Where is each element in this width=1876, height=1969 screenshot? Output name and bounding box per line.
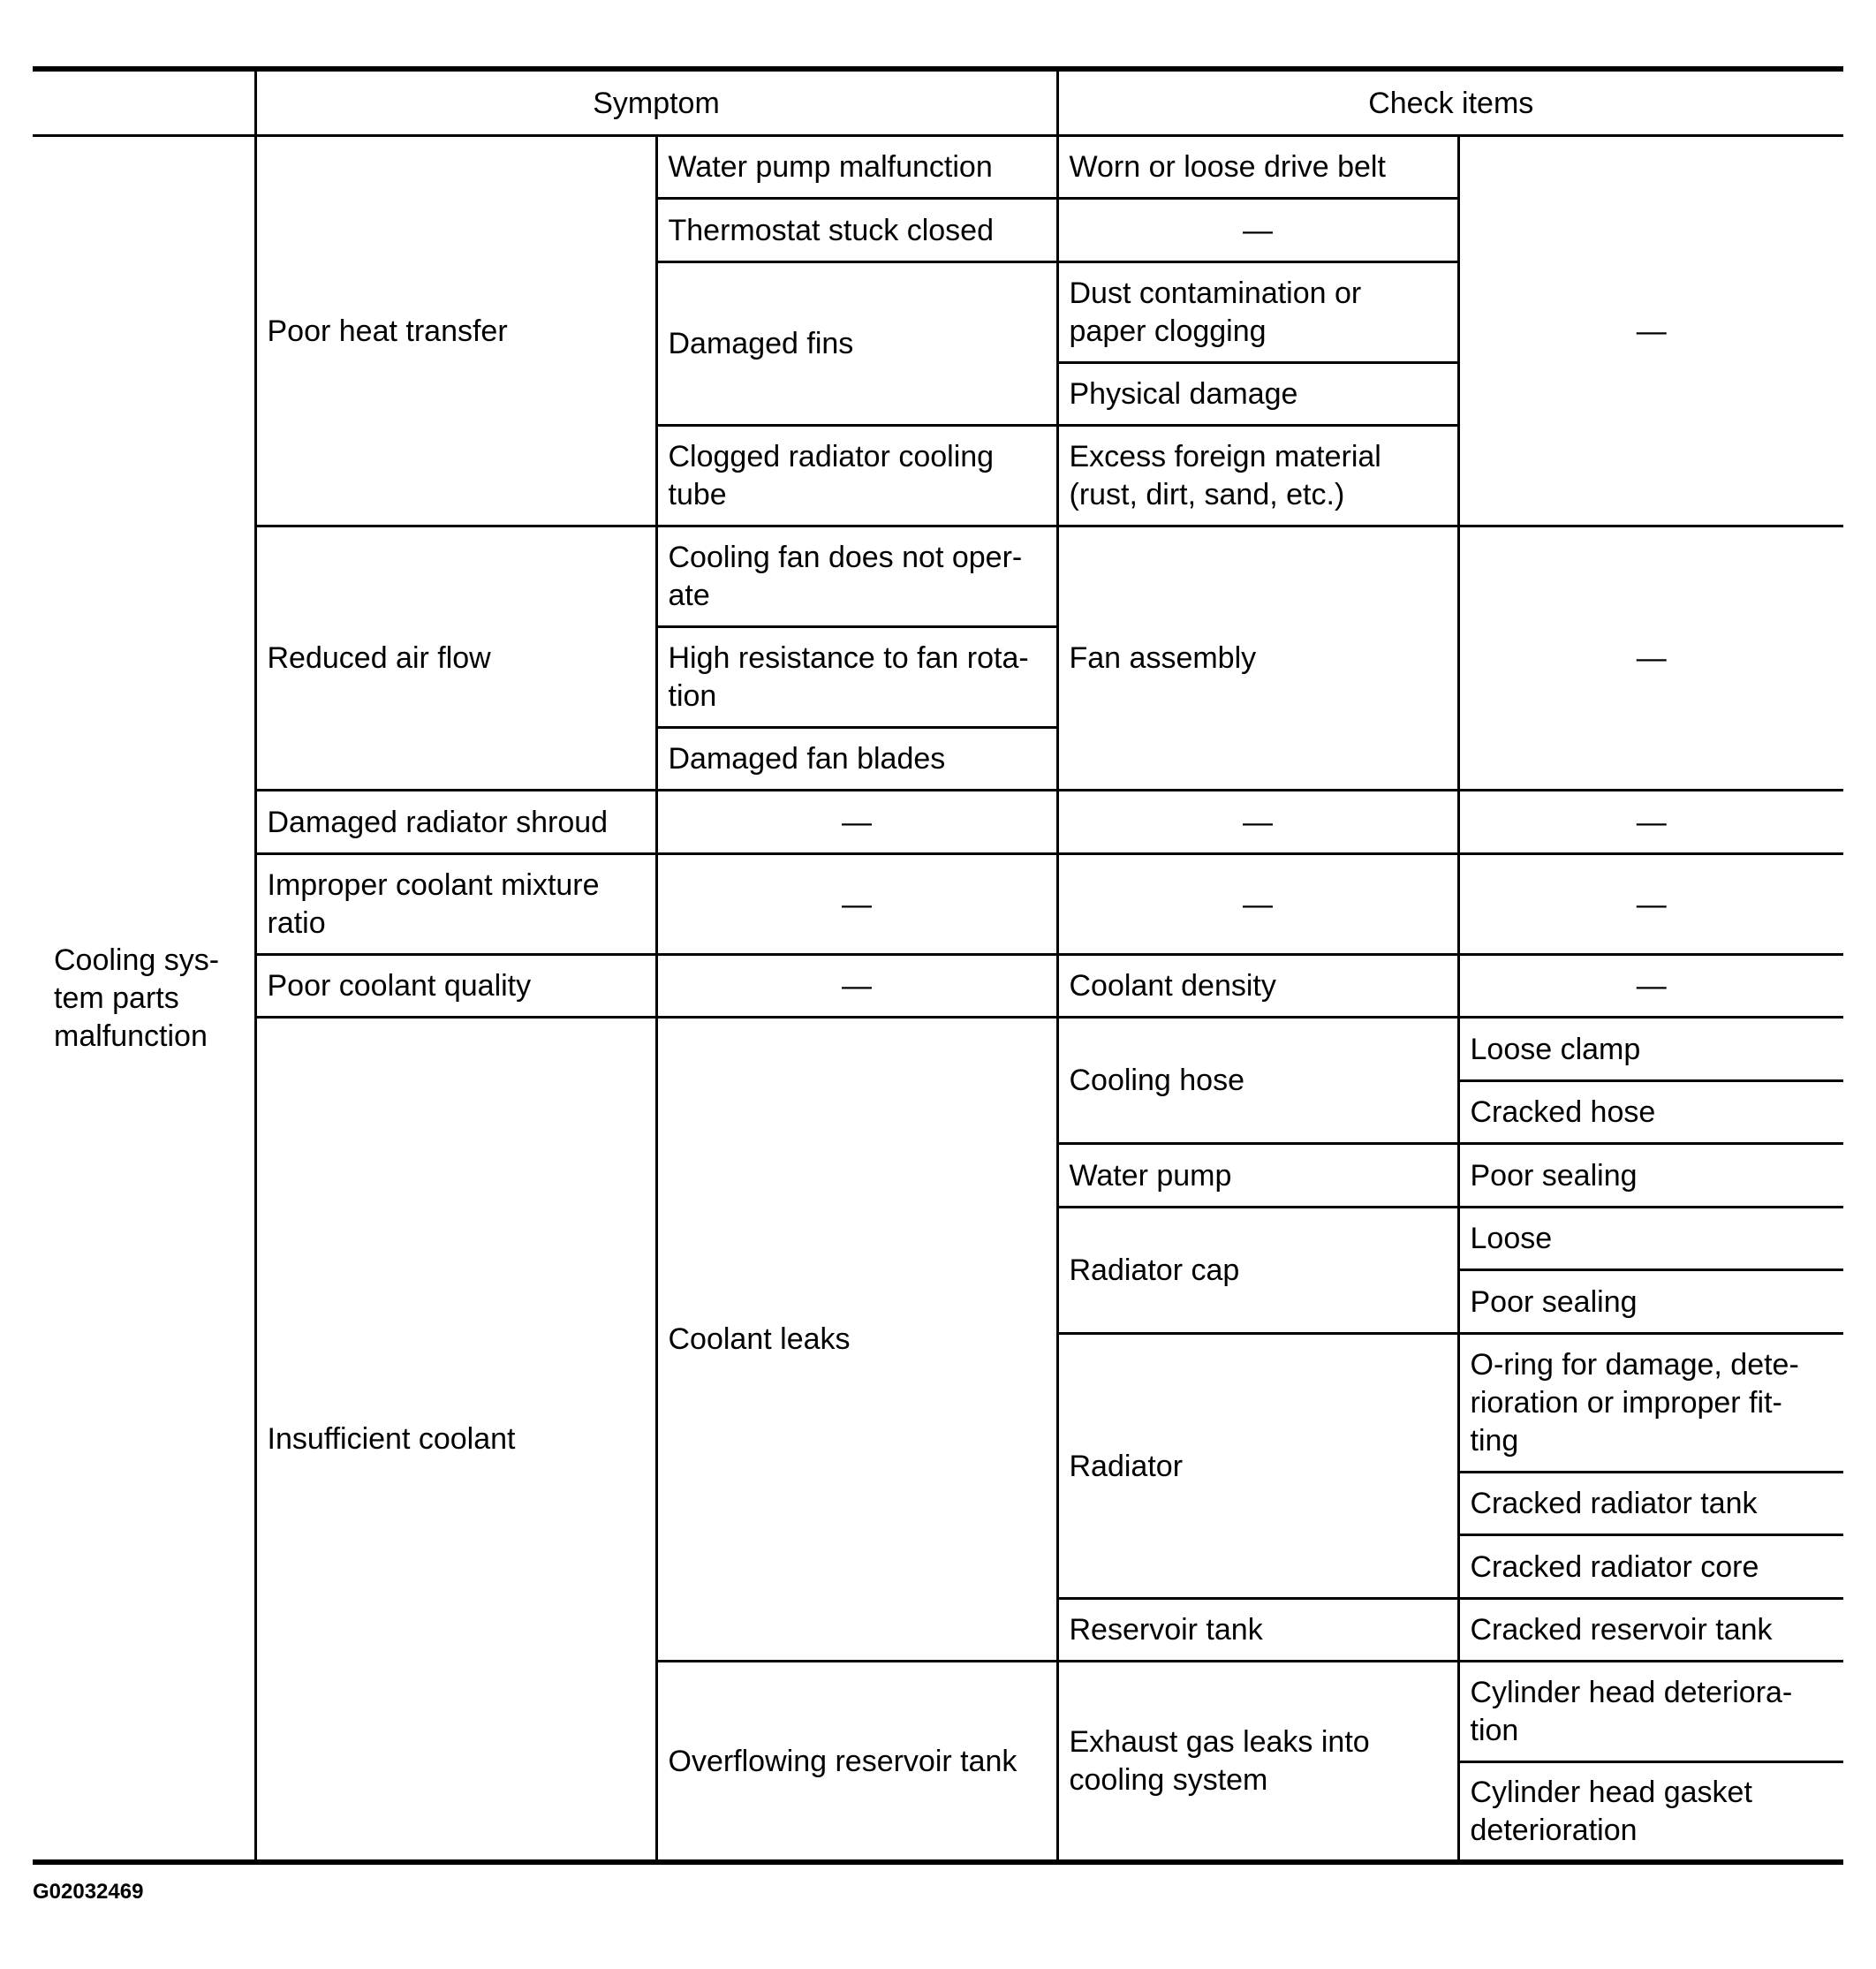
detail-loose-clamp: Loose clamp [1458, 1017, 1843, 1080]
detail-dash: — [1458, 526, 1843, 790]
check-dash: — [1057, 198, 1458, 261]
detail-poor-sealing-cap: Poor sealing [1458, 1269, 1843, 1333]
cause-overflowing-reservoir: Overflowing reservoir tank [656, 1661, 1057, 1862]
cause-dash: — [656, 853, 1057, 954]
symptom-improper-mixture: Improper coolant mixture ratio [255, 853, 656, 954]
cause-high-resistance: High resistance to fan rota- tion [656, 626, 1057, 727]
detail-cyl-head-gasket: Cylinder head gasket deterioration [1458, 1761, 1843, 1862]
header-symptom: Symptom [255, 69, 1057, 135]
symptom-damaged-shroud: Damaged radiator shroud [255, 790, 656, 853]
detail-cracked-radiator-core: Cracked radiator core [1458, 1534, 1843, 1598]
header-blank-cell [33, 69, 255, 135]
check-dust-contamination: Dust contamination or paper clogging [1057, 261, 1458, 362]
check-fan-assembly: Fan assembly [1057, 526, 1458, 790]
detail-dash: — [1458, 954, 1843, 1017]
cause-thermostat-stuck: Thermostat stuck closed [656, 198, 1057, 261]
category-cell: Cooling sys- tem parts malfunction [33, 135, 255, 1862]
figure-id: G02032469 [33, 1880, 144, 1904]
symptom-poor-heat-transfer: Poor heat transfer [255, 135, 656, 526]
check-worn-drive-belt: Worn or loose drive belt [1057, 135, 1458, 198]
symptom-poor-coolant-quality: Poor coolant quality [255, 954, 656, 1017]
check-excess-foreign-material: Excess foreign material (rust, dirt, sand, etc.) [1057, 425, 1458, 526]
cooling-system-diagnosis-table [33, 66, 1843, 1865]
symptom-insufficient-coolant: Insufficient coolant [255, 1017, 656, 1862]
detail-dash: — [1458, 135, 1843, 526]
detail-cyl-head-deterioration: Cylinder head deteriora- tion [1458, 1661, 1843, 1761]
check-physical-damage: Physical damage [1057, 362, 1458, 425]
detail-cracked-radiator-tank: Cracked radiator tank [1458, 1472, 1843, 1534]
check-coolant-density: Coolant density [1057, 954, 1458, 1017]
check-water-pump: Water pump [1057, 1143, 1458, 1207]
detail-cracked-hose: Cracked hose [1458, 1080, 1843, 1143]
detail-dash: — [1458, 853, 1843, 954]
check-dash: — [1057, 853, 1458, 954]
cause-coolant-leaks: Coolant leaks [656, 1017, 1057, 1661]
check-cooling-hose: Cooling hose [1057, 1017, 1458, 1143]
cause-water-pump-malfunction: Water pump malfunction [656, 135, 1057, 198]
detail-o-ring: O-ring for damage, dete- rioration or improper fit- ting [1458, 1333, 1843, 1472]
check-dash: — [1057, 790, 1458, 853]
check-radiator-cap: Radiator cap [1057, 1207, 1458, 1333]
check-radiator: Radiator [1057, 1333, 1458, 1598]
header-check-items: Check items [1057, 69, 1843, 135]
cause-damaged-fan-blades: Damaged fan blades [656, 727, 1057, 790]
cause-damaged-fins: Damaged fins [656, 261, 1057, 425]
detail-poor-sealing-pump: Poor sealing [1458, 1143, 1843, 1207]
detail-dash: — [1458, 790, 1843, 853]
cause-dash: — [656, 790, 1057, 853]
cause-fan-not-operate: Cooling fan does not oper- ate [656, 526, 1057, 626]
check-exhaust-gas-leaks: Exhaust gas leaks into cooling system [1057, 1661, 1458, 1862]
detail-cracked-reservoir-tank: Cracked reservoir tank [1458, 1598, 1843, 1661]
detail-loose: Loose [1458, 1207, 1843, 1269]
cause-dash: — [656, 954, 1057, 1017]
symptom-reduced-air-flow: Reduced air flow [255, 526, 656, 790]
cause-clogged-tube: Clogged radiator cooling tube [656, 425, 1057, 526]
check-reservoir-tank: Reservoir tank [1057, 1598, 1458, 1661]
